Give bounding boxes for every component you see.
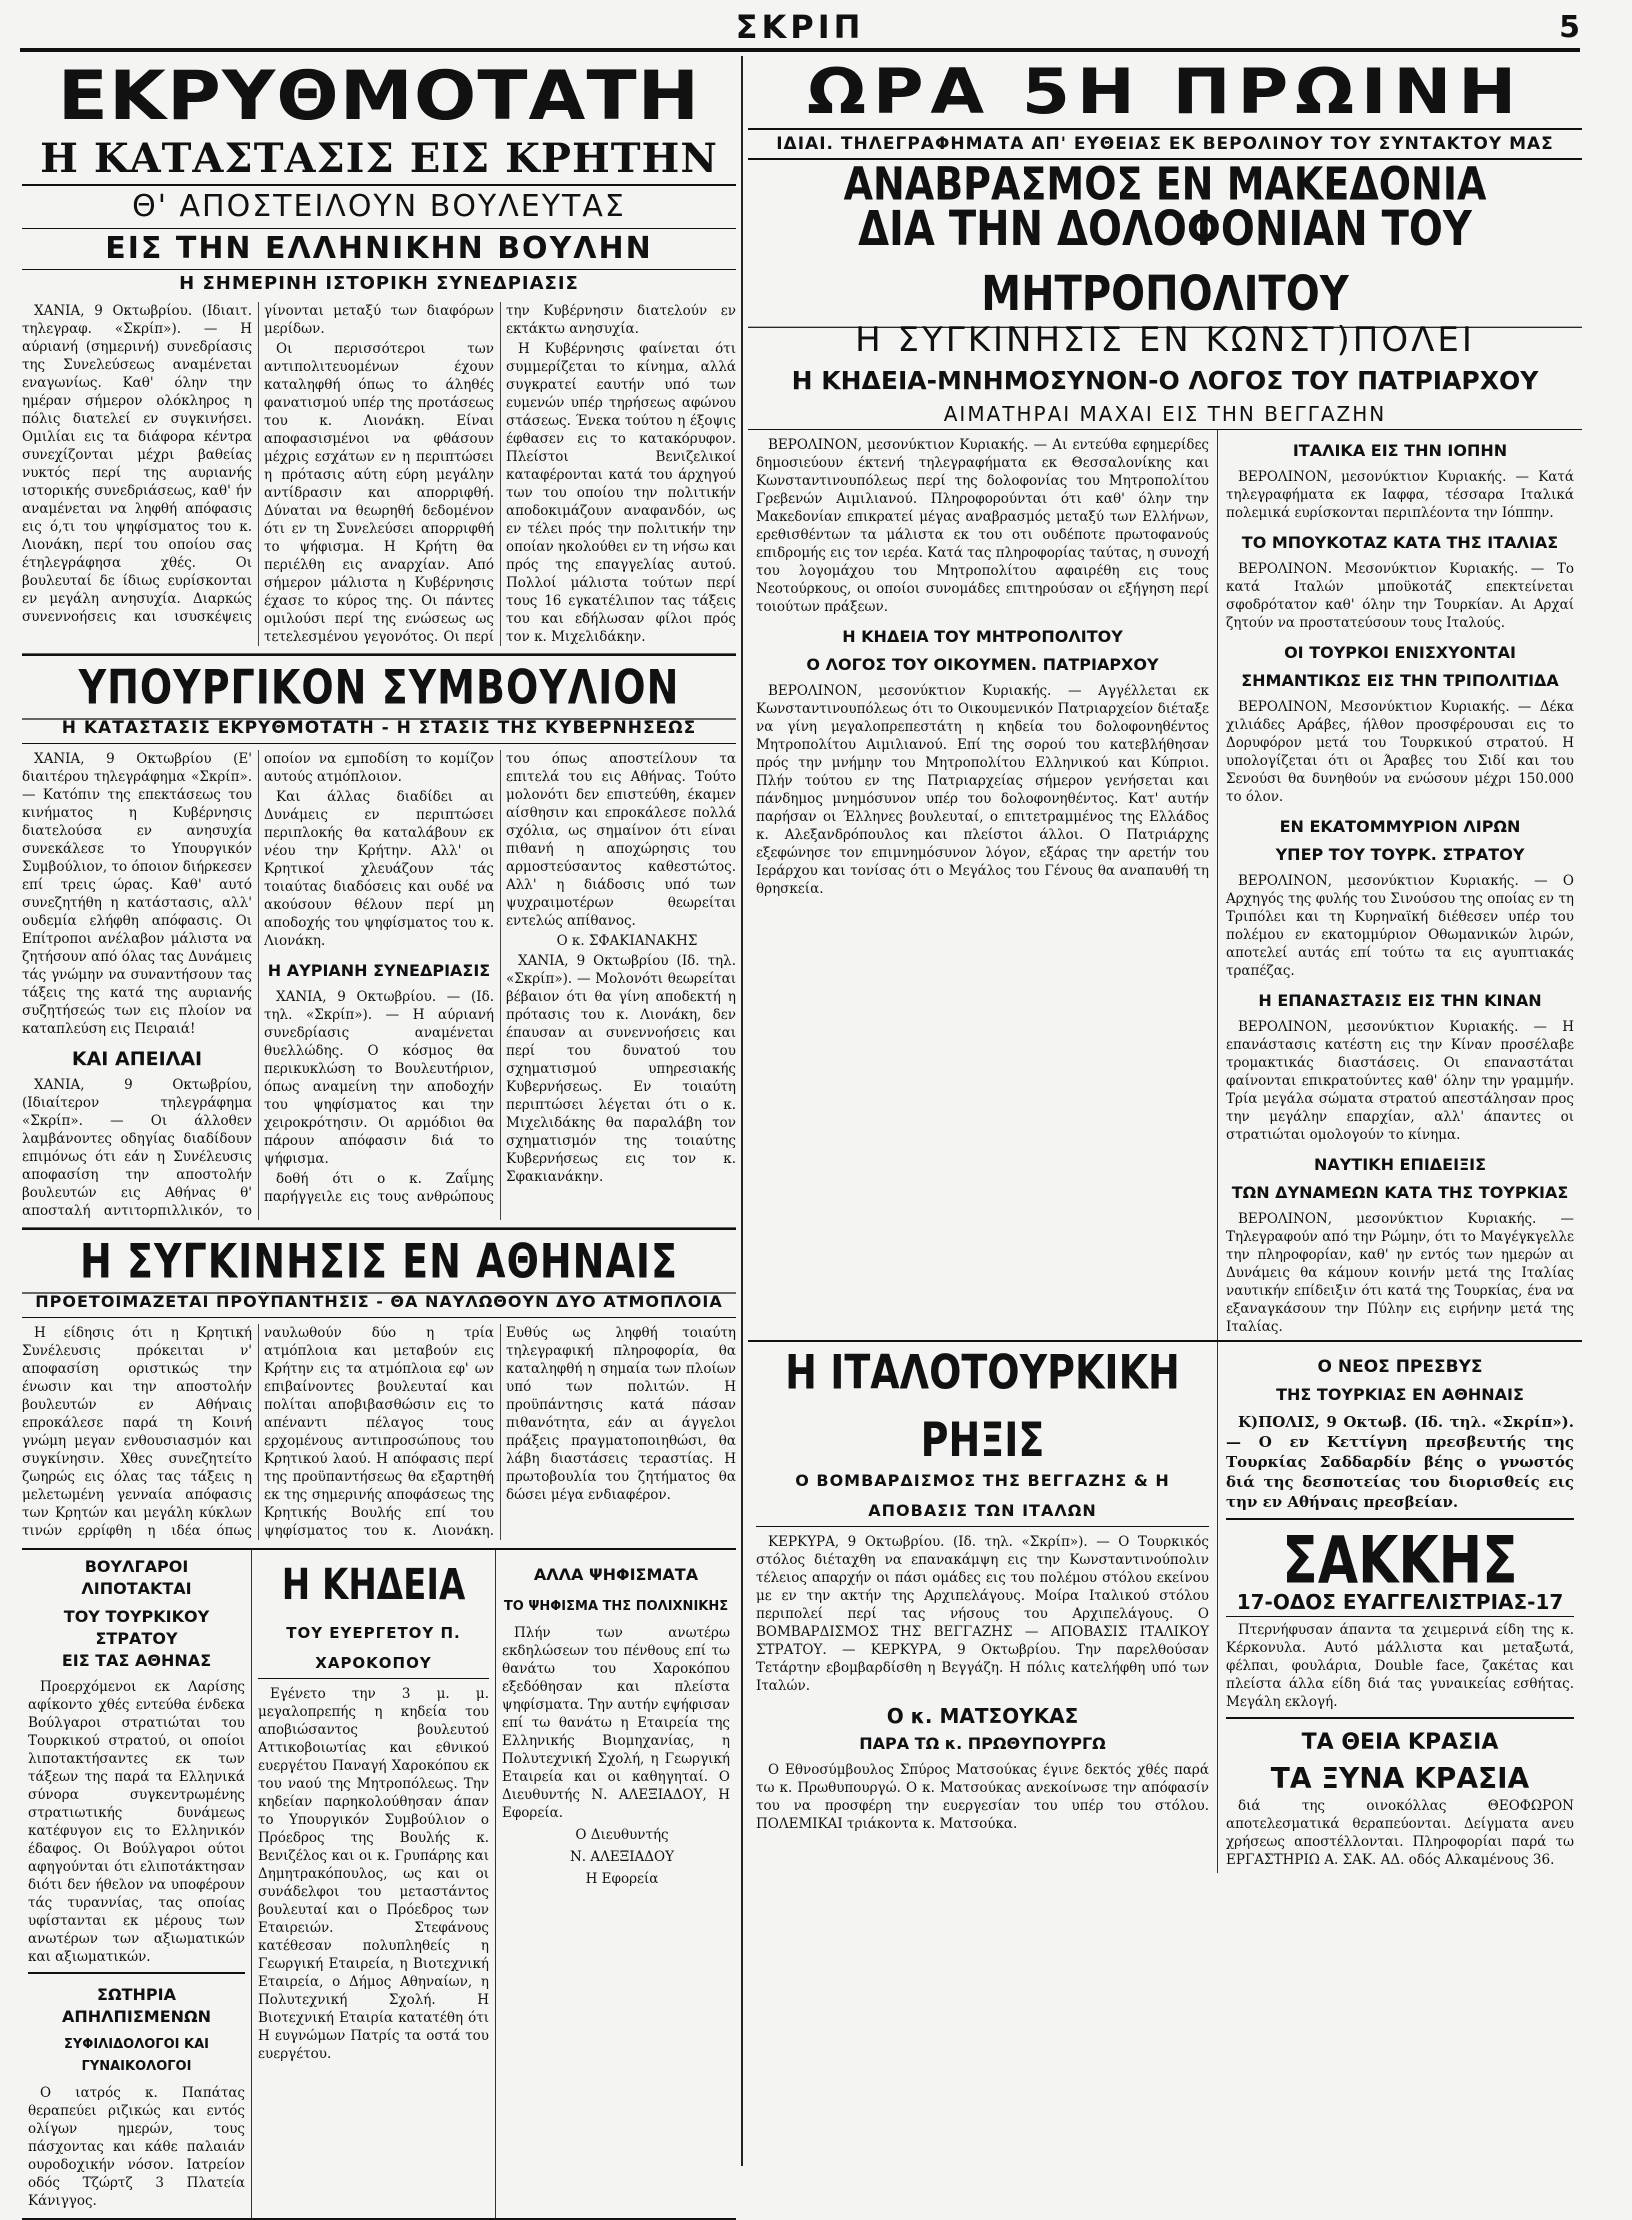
headline-million: ΕΝ ΕΚΑΤΟΜΜΥΡΙΟΝ ΛΙΡΩΝ: [1279, 817, 1521, 836]
article-body: [1226, 1412, 1574, 1512]
paragraph: ΧΑΝΙΑ, 9 Οκτωβρίου, (Ιδιαίτερον τηλεγράφημα «Σκρίπ». — Οι άλλοθεν λαμβάνοντες οδηγίας διαδίδουν επιμόνως ότι εάν η Συνέλευσις αποφασίση την αποστολήν βουλευτών εις Αθήνας θ' αποσταλή αντιτορπιλλικόν, το οποίον να εμποδίση το κομίζον αυτούς ατμόπλοιον.: [22, 751, 494, 1219]
headline-boycott: ΤΟ ΜΠΟΥΚΟΤΑΖ ΚΑΤΑ ΤΗΣ ΙΤΑΛΙΑΣ: [1241, 533, 1559, 552]
article-body: [1226, 872, 1574, 980]
headline-votes: ΑΛΛΑ ΨΗΦΙΣΜΑΤΑ: [533, 1565, 699, 1584]
article-body: [28, 2084, 245, 2210]
article-crete: [22, 56, 736, 656]
headline-main: ΕΚΡΥΘΜΟΤΑΤΗ: [57, 57, 701, 136]
ad-sakkis-address: 17-ΟΔΟΣ ΕΥΑΓΓΕΛΙΣΤΡΙΑΣ-17: [1226, 1588, 1574, 1617]
article-body: [22, 1324, 736, 1540]
right-subcolumn: [1218, 430, 1582, 1340]
divider: [28, 1972, 245, 1974]
paragraph: ΒΕΡΟΛΙΝΟΝ, μεσονύκτιον Κυριακής. — Η επανάστασις κατέστη εις την Κίναν προσέλαβε τρομακτικάς διαστάσεις. Οι επαναστάται φαίνονται επικρατούντες καθ' όλην την γραμμήν. Τρία μεγάλα σώματα στρατού απεστάλησαν προς την μεγάλην επαρχίαν, αλλ' άπαντες οι στρατιώται ομολογούν το κίνημα.: [1226, 1019, 1574, 1143]
left-subcolumn: [748, 430, 1218, 1340]
article-body: [258, 1685, 489, 2063]
right-column: [748, 56, 1582, 2166]
paragraph: δοθή ότι ο κ. Ζαΐμης παρήγγειλε εις τους ανθρώπους του όπως αποστείλουν τα επιτελά του εις Αθήνας. Τούτο μολονότι δεν επιστεύθη, έκαμεν αίσθησιν και επροκάλεσε πολλά σχόλια, ως σημαίνον ότι είναι πιθανή η αποχώρησις του αρμοστεύσαντος καθεστώτος. Αλλ' η διάδοσις υπό των ψυχραιμοτέρων θεωρείται εντελώς απίθανος.: [264, 751, 736, 1205]
paragraph: Και άλλας διαδίδει αι Δυνάμεις εν περιπτώσει περιπλοκής θα καταλάβουν εκ νέου την Κρήτην. Αλλ' οι Κρητικοί χλευάζουν τάς τοιαύτας διαδόσεις και ουδέ να ακούσουν θέλουν περί μη αποδοχής του ψηφίσματος του κ. Λιονάκη.: [264, 789, 494, 949]
headline-5am: ΩΡΑ 5Η ΠΡΩΙΝΗ: [807, 55, 1523, 128]
subheadline-cabinet: Η ΚΑΤΑΣΤΑΣΙΣ ΕΚΡΥΘΜΟΤΑΤΗ - Η ΣΤΑΣΙΣ ΤΗΣ ΚΥΒΕΡΝΗΣΕΩΣ: [22, 713, 736, 744]
bottom-block: [748, 1342, 1582, 1873]
headline-bulgars-3: ΕΙΣ ΤΑΣ ΑΘΗΝΑΣ: [61, 1651, 212, 1670]
subheadline-funeral: ΤΟΥ ΕΥΕΡΓΕΤΟΥ Π. ΧΑΡΟΚΟΠΟΥ: [258, 1618, 489, 1679]
paragraph: ΒΕΡΟΛΙΝΟΝ, μεσονύκτιον Κυριακής. — Κατά τηλεγραφήματα εκ Ιαφφα, τέσσαρα Ιταλικά πολεμικά ευρίσκονται περιπλέοντα την Ιόππην.: [1226, 469, 1574, 521]
right-subcolumn: [1218, 1342, 1582, 1873]
subheadline-bombardment: Ο ΒΟΜΒΑΡΔΙΣΜΟΣ ΤΗΣ ΒΕΓΓΑΖΗΣ & Η ΑΠΟΒΑΣΙΣ ΤΩΝ ΙΤΑΛΩΝ: [756, 1466, 1209, 1527]
paragraph: Οι περισσότεροι των αντιπολιτευομένων έχουν καταληφθή όπως το άληθές φανατισμού υπέρ της προτάσεως του κ. Λιονάκη. Είναι αποφασισμένοι να φθάσουν μέχρις εσχάτων εν η περιπτώσει η πρότασις αύτη εύρη μεγάλην αντίδρασιν και απορριφθή. Δύναται να θεωρηθή δεδομένον ότι εν τη Συνελεύσει απορριφθή το ψήφισμα. Η Κρήτη θα περιέλθη εις αναρχίαν. Από σήμερον μάλιστα η Κυβέρνησις έχασε το κύρος της. Οι πάντες ομιλούσι περί της ενώσεως ως τετελεσμένου γεγονότος. Οι περί την Κυβέρνησιν διατελούν εν εκτάκτω ανησυχία.: [264, 303, 736, 645]
headline-deputies: Θ' ΑΠΟΣΤΕΙΛΟΥΝ ΒΟΥΛΕΥΤΑΣ: [22, 186, 736, 229]
page-number: 5: [1559, 10, 1580, 45]
article-body: [756, 436, 1209, 616]
headline-metropolitan: ΔΙΑ ΤΗΝ ΔΟΛΟΦΟΝΙΑΝ ΤΟΥ ΜΗΤΡΟΠΟΛΙΤΟΥ: [748, 197, 1582, 328]
article-votes: [496, 1550, 736, 2218]
paragraph: Ο Εθνοσύμβουλος Σπύρος Ματσούκας έγινε δεκτός χθές παρά τω κ. Πρωθυπουργώ. Ο κ. Ματσούκας ανεκοίνωσε την απόφασίν του να προσφέρη την ευεργεσίαν του υπέρ του στόλου. ΠΟΛΕΜΙΚΑΙ τριάκοντα κ. Ματσούκα.: [756, 1762, 1209, 1832]
ad-wine-title-2: ΤΑ ΞΥΝΑ ΚΡΑΣΙΑ: [1270, 1762, 1530, 1795]
ad-sakkis-body: [1226, 1621, 1574, 1711]
article-body: [1226, 1210, 1574, 1336]
headline-funeral: Η ΚΗΔΕΙΑ: [281, 1560, 466, 1610]
paragraph: Ο ιατρός κ. Παπάτας θεραπεύει ριζικώς και εντός ολίγων ημερών, τους πάσχοντας και κάθε παλαιάν ουροδοχικήν νόσον. Ιατρείον οδός Τζώρτζ 3 Πλατεία Κάνιγγος.: [28, 2085, 245, 2209]
headline-constantinople: Η ΣΥΓΚΙΝΗΣΙΣ ΕΝ ΚΩΝΣΤ)ΠΟΛΕΙ: [855, 320, 1475, 360]
headline-tripolitania: ΣΗΜΑΝΤΙΚΩΣ ΕΙΣ ΤΗΝ ΤΡΙΠΟΛΙΤΙΔΑ: [1241, 671, 1559, 690]
headline-bulgars-1: ΒΟΥΛΓΑΡΟΙ ΛΙΠΟΤΑΚΤΑΙ: [81, 1557, 192, 1598]
headline-greek-parliament: ΕΙΣ ΤΗΝ ΕΛΛΗΝΙΚΗΝ ΒΟΥΛΗΝ: [22, 229, 736, 270]
article-funeral: [252, 1550, 496, 2218]
article-body: [756, 682, 1209, 898]
paragraph: Πτερνήφυσαν άπαντα τα χειμερινά είδη της κ. Κέρκονυλα. Αυτό μάλλιστα και μεταξωτά, φέλπαι, φουλάρια, Double face, ζακέτας και πλείστα άλλα είδη διά τας γυναικείας εσθήτας. Μεγάλη εκλογή.: [1226, 1622, 1574, 1710]
headline-macedonia: ΑΝΑΒΡΑΣΜΟΣ ΕΝ ΜΑΚΕΔΟΝΙΑ: [843, 157, 1487, 211]
article-body: [756, 1761, 1209, 1833]
headline-polichni: ΤΟ ΨΗΦΙΣΜΑ ΤΗΣ ΠΟΛΙΧΝΙΚΗΣ: [503, 1599, 729, 1614]
divider: [1226, 1518, 1574, 1520]
article-body: [28, 1678, 245, 1966]
headline-session: Η ΣΗΜΕΡΙΝΗ ΙΣΤΟΡΙΚΗ ΣΥΝΕΔΡΙΑΣΙΣ: [179, 273, 579, 294]
article-cabinet: [22, 656, 736, 1230]
signature: Ο Διευθυντής: [575, 1827, 669, 1843]
ad-wine-body: [1226, 1797, 1574, 1869]
subhead-apeilai: ΚΑΙ ΑΠΕΙΛΑΙ: [71, 1048, 203, 1070]
headline-italoturkish: Η ΙΤΑΛΟΤΟΥΡΚΙΚΗ ΡΗΞΙΣ: [785, 1344, 1180, 1468]
headline-soteria: ΣΩΤΗΡΙΑ ΑΠΗΛΠΙΣΜΕΝΩΝ: [61, 1985, 212, 2026]
news-block: [748, 430, 1582, 1342]
article-body: [1226, 698, 1574, 806]
headline-bulgars-2: ΤΟΥ ΤΟΥΡΚΙΚΟΥ ΣΤΡΑΤΟΥ: [63, 1607, 210, 1648]
article-body: [1226, 560, 1574, 632]
headline-benghazi: ΑΙΜΑΤΗΡΑΙ ΜΑΧΑΙ ΕΙΣ ΤΗΝ ΒΕΓΓΑΖΗΝ: [748, 399, 1582, 430]
subheadline-athens: ΠΡΟΕΤΟΙΜΑΖΕΤΑΙ ΠΡΟΫΠΑΝΤΗΣΙΣ - ΘΑ ΝΑΥΛΩΘΟΥΝ ΔΥΟ ΑΤΜΟΠΛΟΙΑ: [22, 1287, 736, 1318]
masthead: [20, 8, 1580, 52]
headline-china: Η ΕΠΑΝΑΣΤΑΣΙΣ ΕΙΣ ΤΗΝ ΚΙΝΑΝ: [1258, 991, 1542, 1010]
headline-ambassador: Ο ΝΕΟΣ ΠΡΕΣΒΥΣ: [1317, 1357, 1483, 1377]
headline-crete: Η ΚΑΤΑΣΤΑΣΙΣ ΕΙΣ ΚΡΗΤΗΝ: [22, 134, 736, 186]
subheadline-soteria: ΣΥΦΙΛΙΔΟΛΟΓΟΙ ΚΑΙ ΓΥΝΑΙΚΟΛΟΓΟΙ: [64, 2037, 209, 2074]
headline-naval: ΝΑΥΤΙΚΗ ΕΠΙΔΕΙΞΙΣ: [1313, 1155, 1487, 1174]
paragraph: ΒΕΡΟΛΙΝΟΝ, μεσονύκτιον Κυριακής. — Ο Αρχηγός της φυλής του Σινούσου της οποίας εν τη Τριπόλει και τη Κυρηναϊκή διέθεσεν υπέρ του πολέμου εν εκατομμύριον Οθωμανικών λιρών, αποτελεί αυτάς επί τούτω τα εις αγυπτιακάς τραπέζας.: [1226, 873, 1574, 979]
paragraph: ΧΑΝΙΑ, 9 Οκτωβρίου. — (Ιδ. τηλ. «Σκρίπ»). — Η αύριανή συνεδρίασις αναμένεται θυελλώδης. Ο κόσμος θα περικυκλώση το Βουλευτήριον, όπως αναμείνη την αποδοχήν του ψηφίσματος και την χειροκρότησιν. Οι αρμόδιοι θα πάρουν απόφασιν διά το ψήφισμα.: [264, 989, 494, 1167]
telegram-strip: ΙΔΙΑΙ. ΤΗΛΕΓΡΑΦΗΜΑΤΑ ΑΠ' ΕΥΘΕΙΑΣ ΕΚ ΒΕΡΟΛΙΝΟΥ ΤΟΥ ΣΥΝΤΑΚΤΟΥ ΜΑΣ: [748, 128, 1582, 160]
headline-prime-minister: ΠΑΡΑ ΤΩ κ. ΠΡΩΘΥΠΟΥΡΓΩ: [859, 1734, 1106, 1753]
signature: Ν. ΑΛΕΞΙΑΔΟΥ: [569, 1849, 675, 1865]
article-body: [502, 1624, 730, 1888]
headline-italy-jaffa: ΙΤΑΛΙΚΑ ΕΙΣ ΤΗΝ ΙΟΠΗΝ: [1292, 441, 1508, 460]
headline-turks-reinforced: ΟΙ ΤΟΥΡΚΟΙ ΕΝΙΣΧΥΟΝΤΑΙ: [1284, 643, 1516, 662]
article-athens: [22, 1230, 736, 1550]
article-body: [756, 1533, 1209, 1695]
left-column: [22, 56, 736, 2209]
ad-wine-title: ΤΑ ΘΕΙΑ ΚΡΑΣΙΑ: [1301, 1730, 1499, 1755]
signature: Η Εφορεία: [585, 1871, 659, 1887]
paragraph: Εγένετο την 3 μ. μ. μεγαλοπρεπής η κηδεία του αποβιώσαντος βουλευτού Αττικοβοιωτίας και εθνικού ευεργέτου Παναγή Χαροκόπου εκ του ναού της Μητροπόλεως. Την κηδείαν παρηκολούθησαν άπαν το Υπουργικόν Συμβούλιον ο Πρόεδρος της Βουλής κ. Βενιζέλος και οι κ. Γρυπάρης και Δημητρακόπουλος, ως και οι συνάδελφοι του μεταστάντος βουλευταί και ο Πρόεδρος των Εταιρειών. Στεφάνους κατέθεσαν πολυπληθείς η Γεωργική Εταιρεία, η Βιοτεχνική Εταιρεία, ο Δήμος Αθηναίων, η Πολυτεχνική Σχολή. Η Βιοτεχνική Εταιρία κατατέθη ότι Η ευγνώμων Πατρίς τα οστά του ευεργέτου.: [258, 1686, 489, 2062]
headline-ambassador-athens: ΤΗΣ ΤΟΥΡΚΙΑΣ ΕΝ ΑΘΗΝΑΙΣ: [1276, 1385, 1524, 1404]
paragraph: ΚΕΡΚΥΡΑ, 9 Οκτωβρίου. (Ιδ. τηλ. «Σκρίπ»). — Ο Τουρκικός στόλος διέταχθη να επανακάμψη εις την Κωνσταντινούπολιν τέλειος απαρχήν οι πάσι ομάδες εις του πολέμου στόλου εκείνου με εν την ακτήν της Αρχιπελάγους. Μοίρα Ιταλικού στόλου περιπολεί περί τας νήσους του Αρχιπελάγους. Ο ΒΟΜΒΑΡΔΙΣΜΟΣ ΤΗΣ ΒΕΓΓΑΖΗΣ — ΑΠΟΒΑΣΙΣ ΙΤΑΛΙΚΟΥ ΣΤΡΑΤΟΥ. — ΚΕΡΚΥΡΑ, 9 Οκτωβρίου. Την παρελθούσαν Τετάρτην εβομβαρδίσθη η Βεγγάζη. Η πόλις κατελήφθη υπό των Ιταλών.: [756, 1534, 1209, 1694]
article-body: [1226, 468, 1574, 522]
paragraph: ΒΕΡΟΛΙΝΟΝ, μεσονύκτιον Κυριακής. — Αγγέλλεται εκ Κωνσταντινουπόλεως ότι το Οικουμενικόν Πατριαρχείον διέταξε να γίνη μεγαλοπρεπεστάτη η κηδεία του δολοφονηθέντος Μητροπολίτου Αιμιλιανού. Επί της σορού του κατεβλήθησαν πρός την μνήμην του Μητροπολίτου Ελληνικού και Κύπριοι. Πλήν τούτου εν της Πατριαρχείας σήμερον γενήσεται και πάνδημος μνημόσυνον υπέρ του δολοφονηθέντος. Κατ' αυτήν παρήσαν οι Έλληνες βουλευταί, ο επιτετραμμένος της Ελλάδος κ. Αλεξανδρόπουλος και πλείστοι άλλοι. Ο Πατριάρχης εξεφώνησε τον επιμνημόσυνον λόγον, εξάρας την αρετήν του Ιεράρχου και τονίσας ότι ο Μεγάλος του Γένους θα αναπαυθή τη θρησκεία.: [756, 683, 1209, 897]
masthead-title: ΣΚΡΙΠ: [735, 8, 865, 46]
article-body: [1226, 1018, 1574, 1144]
paragraph: ΒΕΡΟΛΙΝΟΝ. Μεσονύκτιον Κυριακής. — Το κατά Ιταλών μποϋκοτάζ επεκτείνεται σφοδρότατον καθ' όλην την Τουρκίαν. Αι Αρχαί ζητούν να προστατεύσουν τους Ιταλούς.: [1226, 561, 1574, 631]
paragraph: ΒΕΡΟΛΙΝΟΝ, Μεσονύκτιον Κυριακής. — Δέκα χιλιάδες Αράβες, ήλθον προσφέρουσαι εις το Δορυφόρον μετά του Τουρκικού στρατού. Η υπολογίζεται ότι οι Άραβες του Σιδί και του Σενούσι θα δυνηθούν να ενώσουν μέχρι 150.000 το όλον.: [1226, 699, 1574, 805]
paragraph: ΧΑΝΙΑ, 9 Οκτωβρίου. (Ιδιαιτ. τηλεγραφ. «Σκρίπ»). — Η αύριανή (σημερινή) συνεδρίασις της Συνελεύσεως αναμένεται εναγωνίως. Καθ' όλην την ημέραν σήμερον ολόκληρος η πόλις διατελεί εν συγκινήσει. Ομιλίαι εις τα διάφορα κέντρα συνεχίζονται μέχρι βαθείας νυκτός περί της αυριανής ιστορικής συνεδριάσεως, καθ' ήν αναμένεται να ληφθή απόφασις εις ό,τι του ψηφίσματος του κ. Λιονάκη, περί του οποίου σας έτηλεγράφησα χθές. Οι βουλευταί δε ίδιως ευρίσκονται εν μεγάλη ανησυχία. Διαρκώς συνεννοήσεις και ισυσκέψεις γίνονται μεταξύ των διαφόρων μερίδων.: [22, 303, 494, 625]
paragraph: Κ)ΠΟΛΙΣ, 9 Οκτωβ. (Ιδ. τηλ. «Σκρίπ»). — Ο εν Κεττίγνη πρεσβευτής της Τουρκίας Σαδδαρδίν βέης ο γνωστός διά της δεσποτείας του διορισθείς εις την εν Αθήναις πρεσβείαν.: [1226, 1413, 1574, 1511]
paragraph: ΧΑΝΙΑ, 9 Οκτωβρίου (Ιδ. τηλ. «Σκρίπ»). — Μολονότι θεωρείται βέβαιον ότι θα γίνη αποδεκτή η πρότασις του κ. Λιονάκη, δεν έπαυσαν αι συνεννοήσεις και περί του δυνατού του σχηματισμού υπηρεσιακής Κυβερνήσεως. Εν τοιαύτη περιπτώσει λέγεται ότι ο κ. Μιχελιδάκης θα παραλάβη τον σχηματισμόν της τοιαύτης Κυβερνήσεως εις τον κ. Σφακιανάκην.: [506, 953, 736, 1185]
headline-athens: Η ΣΥΓΚΙΝΗΣΙΣ ΕΝ ΑΘΗΝΑΙΣ: [22, 1227, 736, 1293]
ad-sakkis-title: ΣΑΚΚΗΣ: [1282, 1523, 1518, 1599]
headline-turkish-army: ΥΠΕΡ ΤΟΥ ΤΟΥΡΚ. ΣΤΡΑΤΟΥ: [1275, 845, 1525, 864]
headline-funeral-metropolitan: Η ΚΗΔΕΙΑ ΤΟΥ ΜΗΤΡΟΠΟΛΙΤΟΥ: [842, 627, 1123, 646]
divider: [1226, 1717, 1574, 1719]
headline-matsoukas: Ο κ. ΜΑΤΣΟΥΚΑΣ: [886, 1704, 1079, 1728]
paragraph: ΒΕΡΟΛΙΝΟΝ, μεσονύκτιον Κυριακής. — Τηλεγραφούν από την Ρώμην, ότι το Μαγέγκγελλε την πληροφορίαν, καθ' ην εντός των ημερών αι Δυνάμεις θα κάμουν κοινήν μετά της Ιταλίας ναυτικήν επίδειξιν ότι κατά της Τουρκίας, ένα να εξαναγκάσουν την Πύλην εις ειρήνην μετά της Ιταλίας.: [1226, 1211, 1574, 1335]
bottom-band: [22, 1550, 736, 2220]
article-bulgars: [22, 1550, 252, 2218]
subhead-session: Η ΑΥΡΙΑΝΗ ΣΥΝΕΔΡΙΑΣΙΣ: [267, 961, 491, 980]
paragraph: Προερχόμενοι εκ Λαρίσης αφίκοντο χθές εντεύθα ένδεκα Βούλγαροι στρατιώται του Τουρκικού στρατού, οι οποίοι λιποτακτήσαντες εκ των τάξεων της παρά τα Ελληνικά σύνορα συγκεντρωμένης στρατιωτικής δυνάμεως κατέφυγον εις το Ελληνικόν έδαφος. Οι Βούλγαροι ούτοι αφηγούνται ότι ελιποτάκτησαν διότι δεν ήθελον να υποφέρουν τάς τυραννίας, τας οποίας υφίστανται εκ μέρους των ανωτέρων των αξιωματικών και αξιωματικών.: [28, 1679, 245, 1965]
headline-powers: ΤΩΝ ΔΥΝΑΜΕΩΝ ΚΑΤΑ ΤΗΣ ΤΟΥΡΚΙΑΣ: [1231, 1183, 1569, 1202]
subheadline-patriarch-speech: Ο ΛΟΓΟΣ ΤΟΥ ΟΙΚΟΥΜΕΝ. ΠΑΤΡΙΑΡΧΟΥ: [806, 655, 1159, 674]
paragraph: Πλήν των ανωτέρω εκδηλώσεων του πένθους επί τω θανάτω του Χαροκόπου εξεδόθησαν και πλείστα ψηφίσματα. Την αυτήν εψήφισαν επί τω θανάτω η Εταιρεία της Ελληνικής Βιομηχανίας, η Πολυτεχνική Σχολή, η Γεωργική Εταιρεία και οι καθηγηταί. Ο Διευθυντής Ν. ΑΛΕΞΙΑΔΟΥ, Η Εφορεία.: [502, 1625, 730, 1821]
headline-patriarch: Η ΚΗΔΕΙΑ-ΜΝΗΜΟΣΥΝΟΝ-Ο ΛΟΓΟΣ ΤΟΥ ΠΑΤΡΙΑΡΧΟΥ: [791, 366, 1539, 395]
paragraph: Η Κυβέρνησις φαίνεται ότι συμμερίζεται το κίνημα, αλλά συγκρατεί εαυτήν υπό των ευμενών υπέρ τηρήσεως αφώνου στάσεως. Ένεκα τούτου η έξοψις έφθασεν εις το κατακόρυφον. Πλείστοι Βενιζελικοί καταφέρονται κατά του άρχηγού των του οποίου την πολιτικήν αποδοκιμάζουν αναφανδόν, ως εν τέλει πρός την πολιτικήν την οποίαν ηκολούθει εν τη νήσω και πρός της επαγγελίας αυτού. Πολλοί μάλιστα τούτων περί τους 16 εγκατέλιπον τας τάξεις του και εδήλωσαν φίλοι πρός τον κ. Μιχελιδάκην.: [506, 341, 736, 645]
left-subcolumn: [748, 1342, 1218, 1873]
paragraph: Η είδησις ότι η Κρητική Συνέλευσις πρόκειται ν' αποφασίση οριστικώς την ένωσιν και την αποστολήν βουλευτών εν Αθήναις επροκάλεσε παρά τη Κοινή γνώμη μεγαν ενθουσιασμόν και συγκίνησιν. Χθες συνεζητείτο ζωηρώς εις όλας τας τάξεις η μελετωμένη γενναία απόφασις των Κρητών και μεγάλη κύκλων τινών ερρίφθη η ιδέα όπως ναυλωθούν δύο η τρία ατμόπλοια και μεταβούν εις Κρήτην εις τα ατμόπλοια εφ' ων επιβαίνοντες βουλευταί και πολίται αποβιβασθώσιν εις το απέναντι πέλαγος τους ερχομένους αντιπροσώπους του Κρητικού λαού. Η απόφασις περί της προϋπαντήσεως θα εξαρτηθή εκ της σημερινής αποφάσεως της Κρητικής Βουλής επί του ψηφίσματος του κ. Λιονάκη. Ευθύς ως ληφθή τοιαύτη τηλεγραφική πληροφορία, θα καταληφθή η σημαία των πλοίων υπό των πολιτών. Η προϋπάντησις κατά πάσαν πιθανότητα, εάν αι άγγελοι πράξεις πραγματοποιηθώσι, θα λάβη διαστάσεις τεραστίας. Η πρωτοβουλία του ζητήματος θα δώσει μέγα ενδιαφέρον.: [22, 1325, 736, 1539]
signature: Ο κ. ΣΦΑΚΙΑΝΑΚΗΣ: [556, 933, 698, 949]
article-body: [22, 750, 736, 1220]
headline-cabinet: ΥΠΟΥΡΓΙΚΟΝ ΣΥΜΒΟΥΛΙΟΝ: [22, 653, 736, 719]
paragraph: ΒΕΡΟΛΙΝΟΝ, μεσονύκτιον Κυριακής. — Αι εντεύθα εφημερίδες δημοσιεύουν έκτενή τηλεγραφήματα εκ Θεσσαλονίκης και Κωνσταντινουπόλεως περί της δολοφονίας του Μητροπολίτου Γρεβενών Αιμιλιανού. Πληροφορούνται ότι καθ' όλην την Μακεδονίαν επικρατεί μέγας αναβρασμός μεταξύ των Ελλήνων, ερεθισθέντων τα μάλιστα εκ του οτι ουδέποτε πρωτοφανούς επιδρομής εις τον ιερέα. Κατά τας πληροφορίας ταύτας, η συνοχή του λογομάχου του Μητροπολίτου αφαιρέθη εις τους Νεοτούρκους, οι οποίοι συνομάδες επιτηρούσαν οι εξήγηση περί τοιούτων πράξεων.: [756, 437, 1210, 615]
article-body: [22, 302, 736, 646]
column-divider: [741, 56, 743, 2166]
paragraph: ΧΑΝΙΑ, 9 Οκτωβρίου (Ε' διαιτέρου τηλεγράφημα «Σκρίπ». — Κατόπιν της επεκτάσεως του κινήματος η Κυβέρνησις διατελούσα εν ανησυχία συνεκάλεσε το Υπουργικόν Συμβούλιον, το όποιον διήρκεσεν επί τρεις ώρας. Καθ' αυτό συνεζητήθη η κατάστασις, αλλ' ουδεμία ελήφθη απόφασις. Οι Επίτροποι ανέλαβον μάλιστα να ζητήσουν από όλας τας Δυνάμεις τάς γνώμην να συναντήσουν τας τάξεις της κατά της αυριανής συζητήσεώς των εις πλοίον να καταπλεύση εις Πειραιά!: [22, 751, 252, 1037]
paragraph: διά της οινοκόλλας ΘΕΟΦΩΡΟΝ αποτελεσματικά θεραπεύονται. Δείγματα ανευ χρήσεως αποστέλλονται. Πληροφορίαι παρά τω ΕΡΓΑΣΤΗΡΙΩ Α. ΣΑΚ. ΑΔ. οδός Αλκαμένους 36.: [1226, 1798, 1574, 1868]
